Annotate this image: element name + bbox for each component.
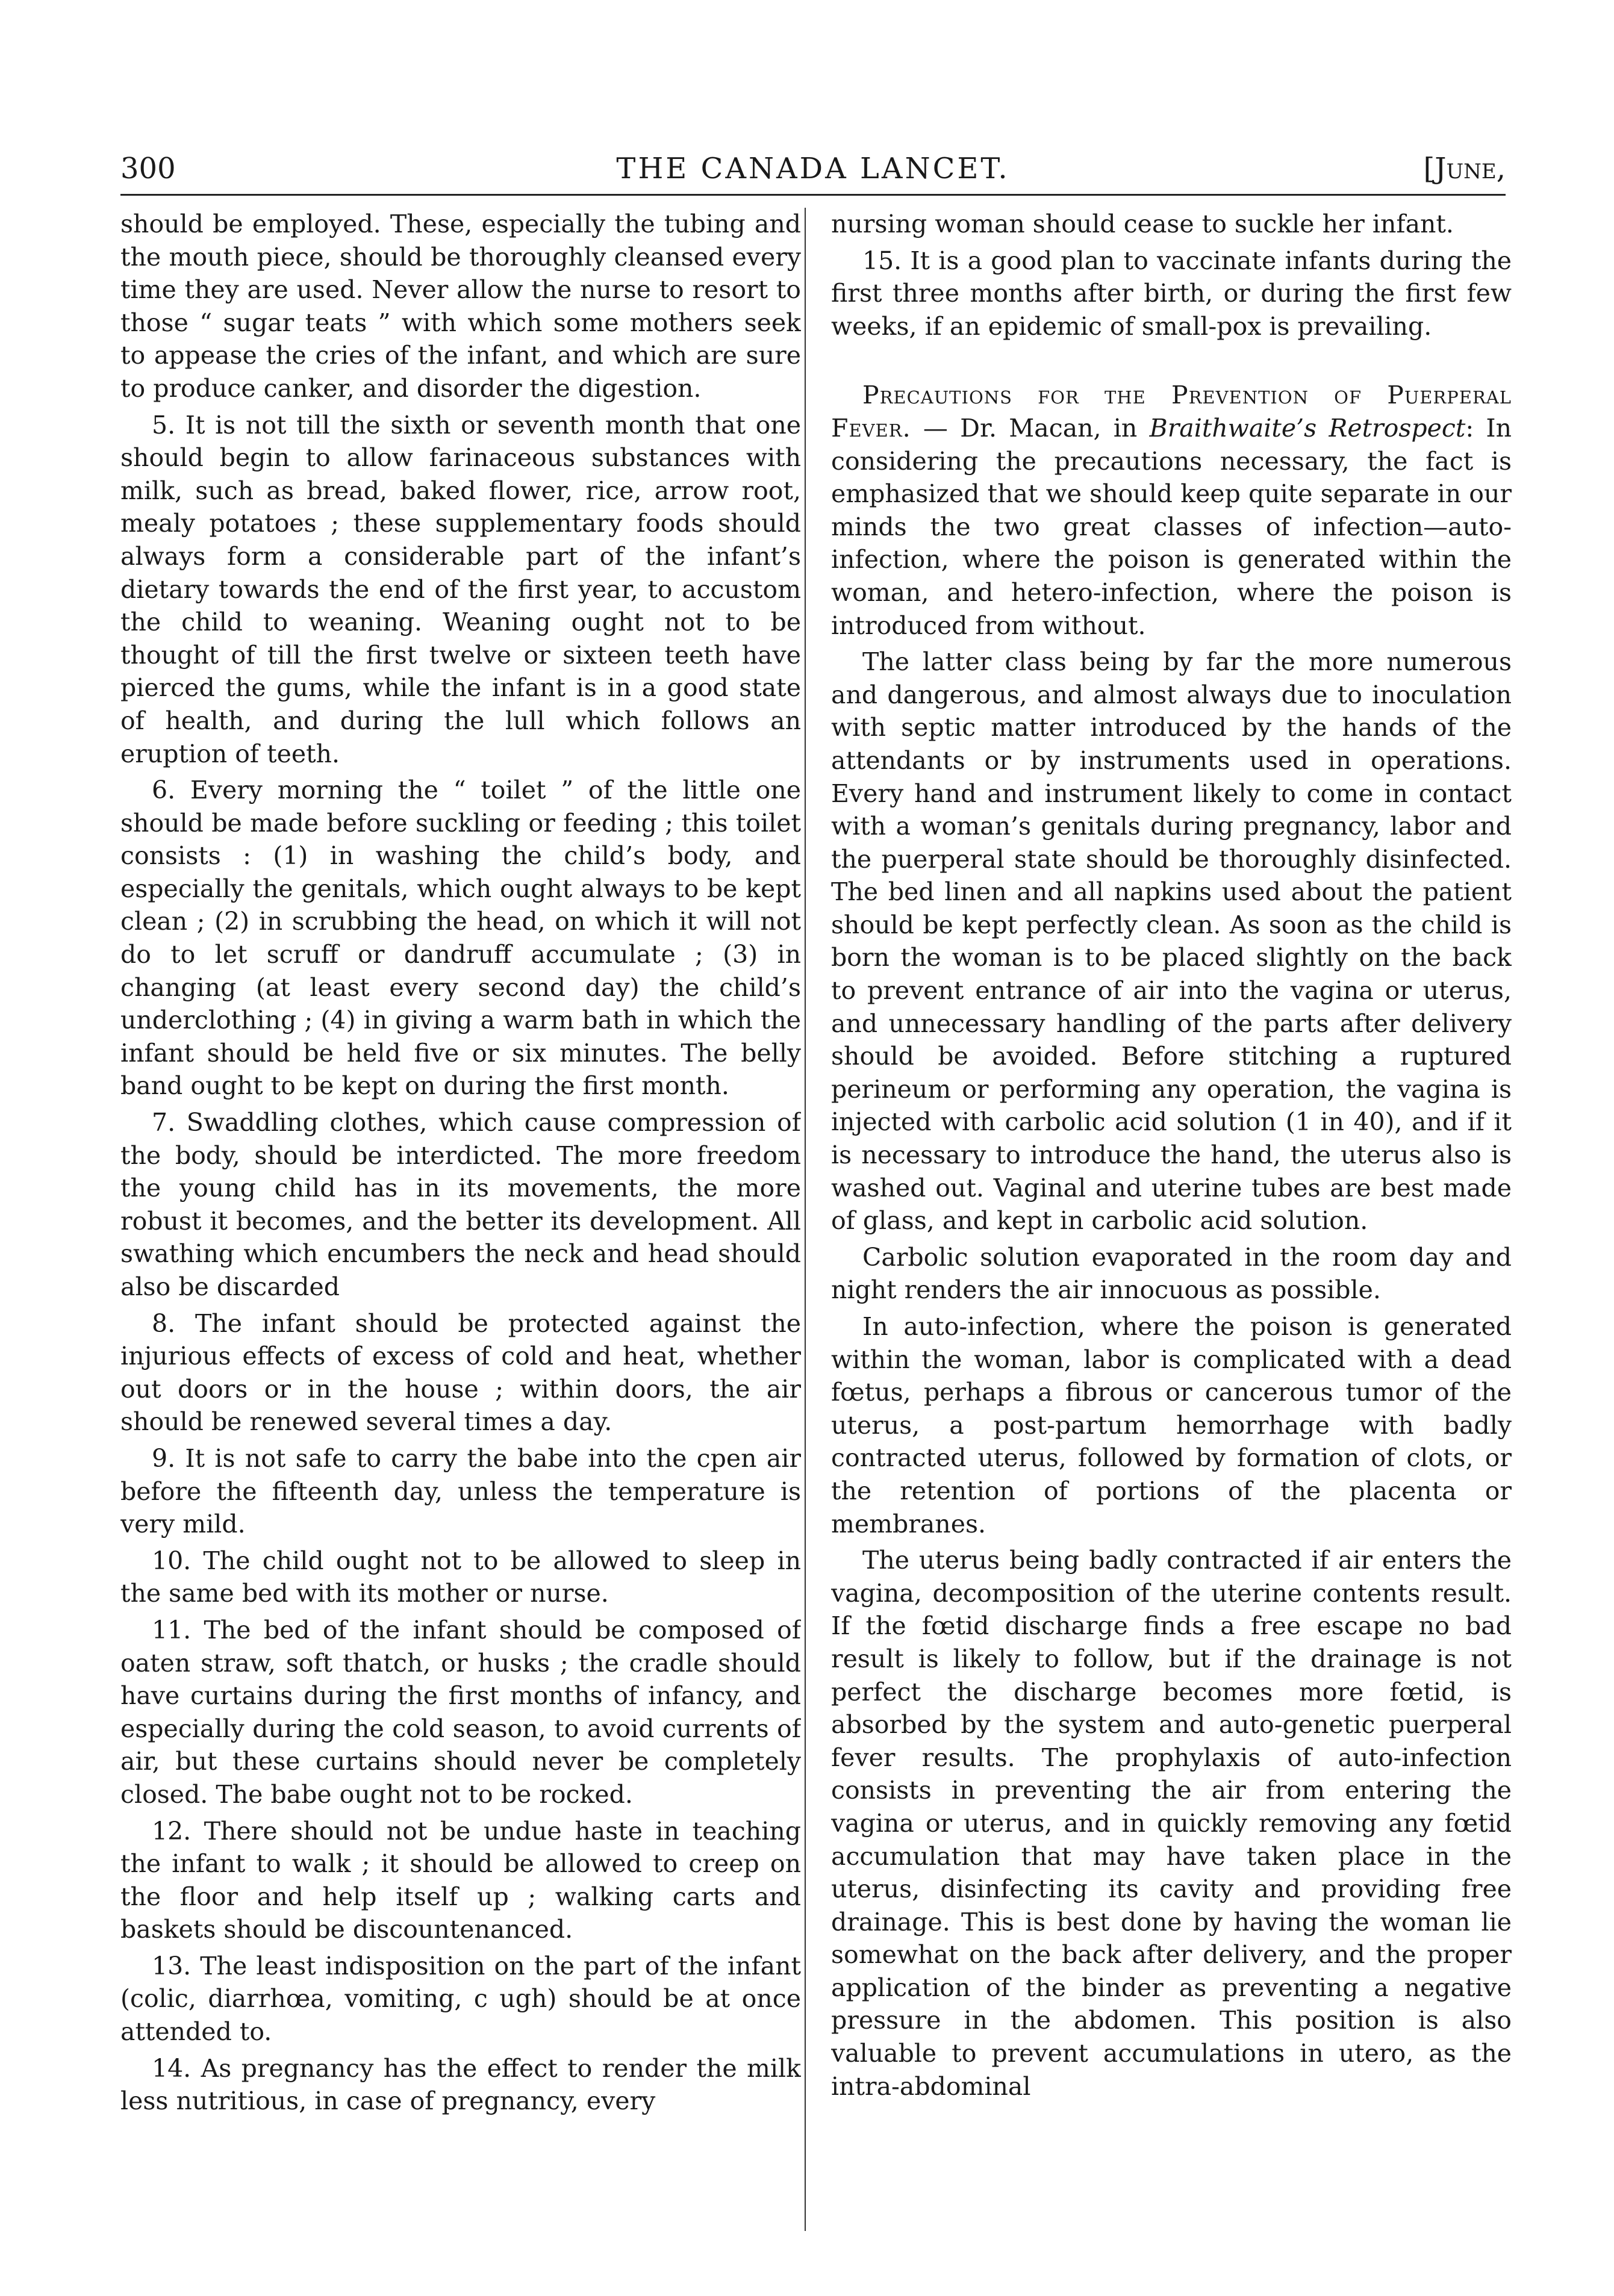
column-divider xyxy=(805,208,806,2231)
section-source: Braithwaite’s Retrospect xyxy=(1149,413,1466,443)
section-spacer xyxy=(831,346,1512,379)
paragraph-14-continued: nursing woman should cease to suckle her infant. xyxy=(831,210,1454,238)
paragraph-15: 15. It is a good plan to vaccinate infants during the first three months after birth, or during the first few weeks, if an epidemic of small-pox is prevailing. xyxy=(831,246,1512,341)
paragraph-14: 14. As pregnancy has the effect to render the milk less nutritious, in case of pregnancy, every xyxy=(120,2053,801,2116)
header-rule xyxy=(120,194,1506,196)
paragraph-uterus: The uterus being badly contracted if air enters the vagina, decomposition of the uterine contents result. If the fœtid discharge finds a free escape no bad result is likely to follow, but if the drainage is not perfect the discharge becomes more fœtid, is absorbed by the system and auto-genetic puerperal fever results. The prophylaxis of auto-infection consists in preventing the air from entering the vagina or uterus, and in quickly removing any fœtid accumulation that may have taken place in the uterus, disinfecting its cavity and providing free drainage. This is best done by having the woman lie somewhat on the back after delivery, and the proper application of the binder as preventing a negative pressure in the abdomen. This position is also valuable to prevent accumulations in utero, as the intra-abdominal xyxy=(831,1546,1512,2101)
paragraph-8: 8. The infant should be protected against the injurious effects of excess of cold and heat, whether out doors or in the house ; within doors, the air should be renewed several times a day. xyxy=(120,1308,801,1437)
paragraph-6: 6. Every morning the “ toilet ” of the little one should be made before suckling or feeding ; this toilet consists : (1) in washing the child’s body, and especially the genitals, which ought always to be kept clean ; (2) in scrubbing the head, on which it will not do to let scruff or dandruff accumulate ; (3) in changing (at least every second day) the child’s underclothing ; (4) in giving a warm bath in which the infant should be held five or six minutes. The belly band ought to be kept on during the first month. xyxy=(120,776,801,1101)
page-number: 300 xyxy=(120,152,176,185)
section-author: — Dr. Macan, in xyxy=(923,413,1138,443)
paragraph-5: 5. It is not till the sixth or seventh month that one should begin to allow farinaceous substances with milk, such as bread, baked flower, rice, arrow root, mealy potatoes ; these supplementary foods should always form a considerable part of the infant’s dietary towards the end of the first year, to accustom the child to weaning. Weaning ought not to be thought of till the first twelve or sixteen teeth have pierced the gums, while the infant is in a good state of health, and during the lull which follows an eruption of teeth. xyxy=(120,410,801,768)
paragraph-11: 11. The bed of the infant should be composed of oaten straw, soft thatch, or husks ; the cradle should have curtains during the first months of infancy, and especially during the cold season, to avoid currents of air, but these curtains should never be completely closed. The babe ought not to be rocked. xyxy=(120,1615,801,1809)
right-column xyxy=(831,208,1512,2231)
header-month: [June, xyxy=(1423,152,1506,185)
section-first-paragraph xyxy=(831,379,1512,642)
journal-title: THE CANADA LANCET. xyxy=(616,152,1010,185)
paragraph-10: 10. The child ought not to be allowed to sleep in the same bed with its mother or nurse. xyxy=(120,1546,801,1608)
paragraph-12: 12. There should not be undue haste in teaching the infant to walk ; it should be allowed to creep on the floor and help itself up ; walking carts and baskets should be discountenanced. xyxy=(120,1816,801,1944)
paragraph-carbolic: Carbolic solution evaporated in the room day and night renders the air innocuous as possible. xyxy=(831,1242,1512,1305)
left-column xyxy=(120,208,801,2231)
paragraph-hetero-infection: The latter class being by far the more numerous and dangerous, and almost always due to inoculation with septic matter introduced by the hands of the attendants or by instruments used in operations. Every hand and instrument likely to come in contact with a woman’s genitals during pregnancy, labor and the puerperal state should be thoroughly disinfected. The bed linen and all napkins used about the patient should be kept perfectly clean. As soon as the child is born the woman is to be placed slightly on the back to prevent entrance of air into the vagina or uterus, and unnecessary handling of the parts after delivery should be avoided. Before stitching a ruptured perineum or performing any operation, the vagina is injected with carbolic acid solution (1 in 40), and if it is necessary to introduce the hand, the uterus also is washed out. Vaginal and uterine tubes are best made of glass, and kept in carbolic acid solution. xyxy=(831,647,1512,1236)
running-header xyxy=(120,148,1506,190)
section-heading: Precautions for the Prevention of Puerperal Fever. xyxy=(831,381,1512,443)
paragraph-9: 9. It is not safe to carry the babe into the cpen air before the fifteenth day, unless the temperature is very mild. xyxy=(120,1443,801,1539)
paragraph-auto-infection: In auto-infection, where the poison is generated within the woman, labor is complicated with a dead fœtus, perhaps a fibrous or cancerous tumor of the uterus, a post-partum hemorrhage with badly contracted uterus, followed by formation of clots, or the retention of portions of the placenta or membranes. xyxy=(831,1312,1512,1538)
paragraph-7: 7. Swaddling clothes, which cause compression of the body, should be interdicted. The more freedom the young child has in its movements, the more robust it becomes, and the better its development. All swathing which encumbers the neck and head should also be discarded xyxy=(120,1108,801,1301)
paragraph-continued: should be employed. These, especially the tubing and the mouth piece, should be thoroughly cleansed every time they are used. Never allow the nurse to resort to those “ sugar teats ” with which some mothers seek to appease the cries of the infant, and which are sure to produce canker, and disorder the digestion. xyxy=(120,210,801,403)
paragraph-13: 13. The least indisposition on the part of the infant (colic, diarrhœa, vomiting, c ugh) should be at once attended to. xyxy=(120,1951,801,2047)
section-intro: : In considering the precautions necessary, the fact is emphasized that we should keep quite separate in our minds the two great classes of infection—auto-infection, where the poison is generated within the woman, and hetero-infection, where the poison is introduced from without. xyxy=(831,413,1512,640)
